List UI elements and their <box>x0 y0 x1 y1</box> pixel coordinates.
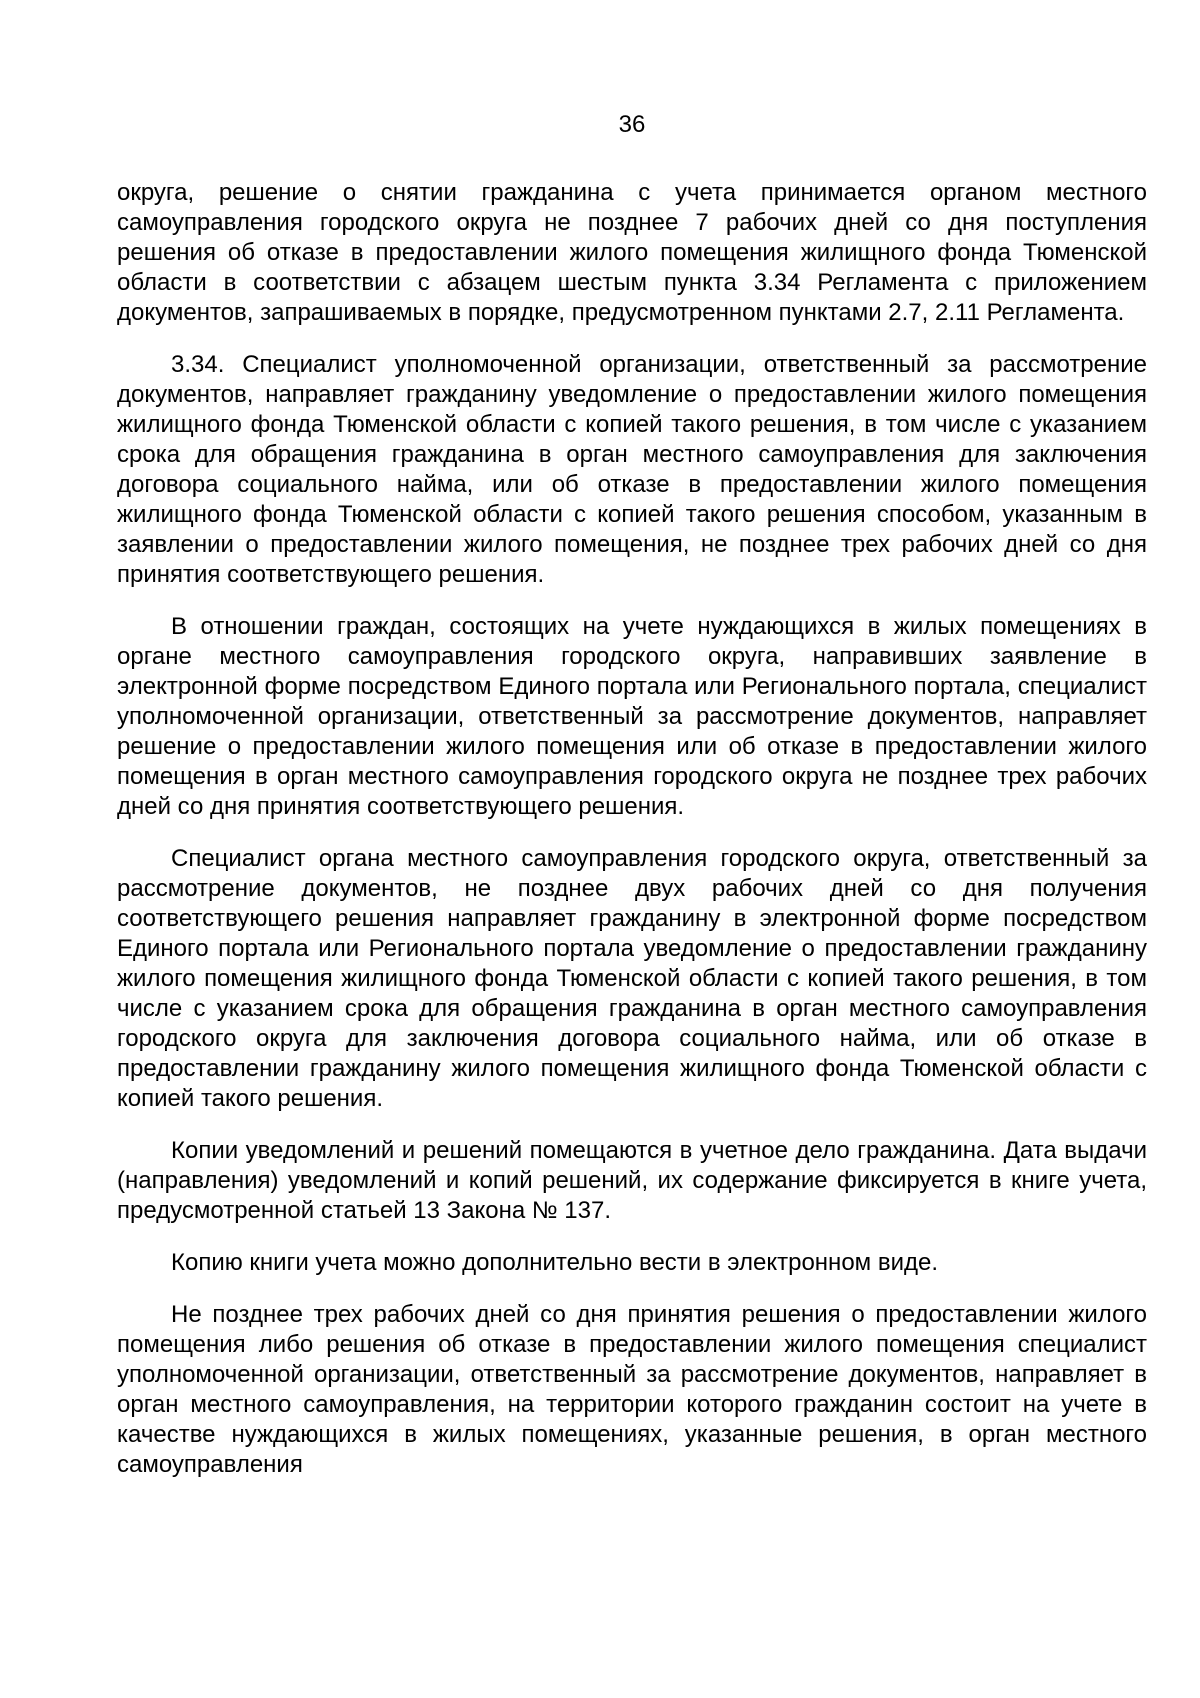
paragraph-2: 3.34. Специалист уполномоченной организации, ответственный за рассмотрение документов, направляет гражданину уведомление о предоставлении жилого помещения жилищного фонда Тюменской области с копией такого решения, в том числе с указанием срока для обращения гражданина в орган местного самоуправления для заключения договора социального найма, или об отказе в предоставлении жилого помещения жилищного фонда Тюменской области с копией такого решения способом, указанным в заявлении о предоставлении жилого помещения, не позднее трех рабочих дней со дня принятия соответствующего решения. <box>117 351 1147 588</box>
paragraph-4: Специалист органа местного самоуправления городского округа, ответственный за рассмотрение документов, не позднее двух рабочих дней со дня получения соответствующего решения направляет гражданину в электронной форме посредством Единого портала или Регионального портала уведомление о предоставлении гражданину жилого помещения жилищного фонда Тюменской области с копией такого решения, в том числе с указанием срока для обращения гражданина в орган местного самоуправления городского округа для заключения договора социального найма, или об отказе в предоставлении гражданину жилого помещения жилищного фонда Тюменской области с копией такого решения. <box>117 845 1147 1112</box>
document-page <box>117 110 1147 1480</box>
page-number: 36 <box>618 111 646 138</box>
paragraph-7: Не позднее трех рабочих дней со дня принятия решения о предоставлении жилого помещения либо решения об отказе в предоставлении жилого помещения специалист уполномоченной организации, ответственный за рассмотрение документов, направляет в орган местного самоуправления, на территории которого гражданин состоит на учете в качестве нуждающихся в жилых помещениях, указанные решения, в орган местного самоуправления <box>117 1301 1147 1478</box>
paragraph-1: округа, решение о снятии гражданина с учета принимается органом местного самоуправления городского округа не позднее 7 рабочих дней со дня поступления решения об отказе в предоставлении жилого помещения жилищного фонда Тюменской области в соответствии с абзацем шестым пункта 3.34 Регламента с приложением документов, запрашиваемых в порядке, предусмотренном пунктами 2.7, 2.11 Регламента. <box>117 179 1147 326</box>
paragraph-5: Копии уведомлений и решений помещаются в учетное дело гражданина. Дата выдачи (направления) уведомлений и копий решений, их содержание фиксируется в книге учета, предусмотренной статьей 13 Закона № 137. <box>117 1137 1147 1224</box>
paragraph-6: Копию книги учета можно дополнительно вести в электронном виде. <box>171 1249 939 1276</box>
paragraph-3: В отношении граждан, состоящих на учете нуждающихся в жилых помещениях в органе местного самоуправления городского округа, направивших заявление в электронной форме посредством Единого портала или Регионального портала, специалист уполномоченной организации, ответственный за рассмотрение документов, направляет решение о предоставлении жилого помещения или об отказе в предоставлении жилого помещения в орган местного самоуправления городского округа не позднее трех рабочих дней со дня принятия соответствующего решения. <box>117 613 1147 820</box>
